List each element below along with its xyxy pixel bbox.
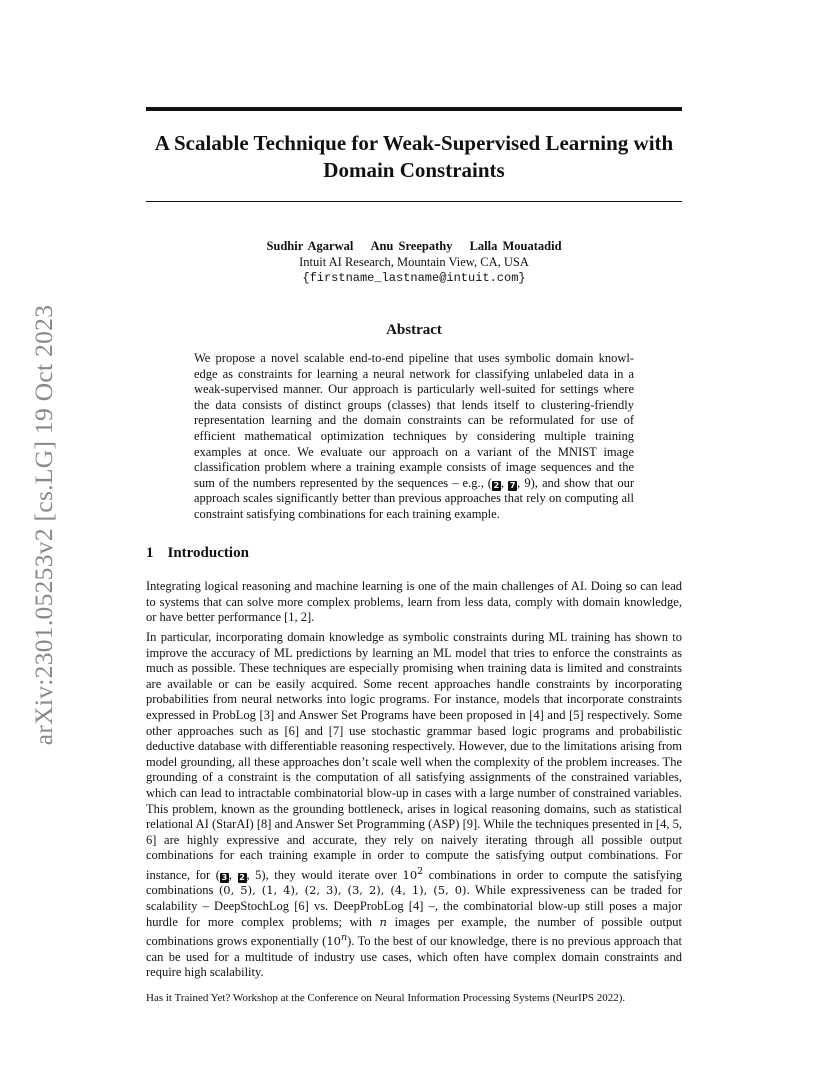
mnist-digit-image: 7 — [509, 480, 516, 490]
mnist-digit-image: 3 — [221, 872, 228, 882]
abstract-separator: , — [500, 475, 509, 490]
mnist-digit-image: 2 — [239, 872, 245, 882]
math-base: 10 — [402, 867, 418, 882]
arxiv-stamp: arXiv:2301.05253v2 [cs.LG] 19 Oct 2023 — [29, 304, 58, 746]
abstract-body — [194, 351, 634, 523]
math-exponent: 2 — [417, 865, 424, 877]
math-combinations: (0, 5), (1, 4), (2, 3), (3, 2), (4, 1), (5, 0) — [218, 883, 467, 898]
author-name: Sudhir Agarwal — [266, 239, 354, 253]
mnist-digit-image: 2 — [493, 480, 500, 490]
math-exponent: n — [340, 932, 348, 944]
author-block — [146, 238, 682, 286]
paper-title: A Scalable Technique for Weak-Supervised Learning with Domain Constraints — [154, 131, 674, 182]
math-exponential — [326, 934, 347, 948]
section-number: 1 — [146, 545, 154, 561]
abstract-text: We propose a novel scalable end-to-end pipeline that uses symbolic domain knowl-edge as constraints for learning a neural network for classifying unlabeled data in a weak-supervised manner. Our approach is particularly well-suited for settings where the data consists of distinct groups (classes) that lends itself to clustering-friendly representation learning and the domain constraints can be reformulated for use of efficient mathematical optimization techniques by considering multiple training examples at once. We evaluate our approach on a variant of the MNIST image classification problem where a training example consists of image sequences and the sum of the numbers represented by the sequences – e.g., ( — [194, 351, 634, 490]
author-email: {firstname_lastname@intuit.com} — [302, 271, 526, 285]
intro-paragraph-1: Integrating logical reasoning and machine learning is one of the main challenges of AI. Doing so can lead to systems that can solve more complex problems, learn from less data, comply with domain knowledge, or have better performance [1, 2]. — [146, 579, 682, 625]
author-names — [146, 238, 682, 254]
section-title: Introduction — [167, 545, 249, 561]
math-variable-n — [380, 915, 387, 929]
title-top-rule — [146, 107, 682, 111]
abstract-heading: Abstract — [386, 322, 442, 338]
section-heading-introduction — [146, 545, 249, 562]
math-base: 10 — [326, 933, 341, 948]
abstract-text: , 9), and show that our approach scales significantly better than previous approaches that rely on computing all constraint satisfying combinations for each training example. — [194, 475, 635, 521]
math-power-of-ten — [402, 865, 424, 882]
author-affiliation: Intuit AI Research, Mountain View, CA, USA — [299, 255, 529, 269]
paragraph-text: , 5), they would iterate over — [246, 867, 403, 882]
intro-paragraph-2 — [146, 630, 682, 981]
author-name: Lalla Mouatadid — [469, 239, 562, 253]
workshop-footnote: Has it Trained Yet? Workshop at the Conference on Neural Information Processing Systems (NeurIPS 2022). — [146, 992, 626, 1004]
paragraph-separator: , — [228, 867, 238, 882]
title-bottom-rule — [146, 201, 682, 202]
paragraph-text: In particular, incorporating domain knowledge as symbolic constraints during ML training has shown to improve the accuracy of ML predictions by learning an ML model that tries to enforce the constraints as much as possible. These techniques are especially promising when training data is limited and constraints are available or can be easily acquired. Some recent approaches handle constraints by incorporating probabilities from neural networks into logic programs. For instance, models that incorporate constraints expressed in ProbLog [3] and Answer Set Programs have been proposed in [4] and [5] respectively. Some other approaches such as [6] and [7] use stochastic grammar based logic programs and probabilistic deductive database with differentiable reasoning respectively. However, due to the limitations arising from model grounding, all these approaches don’t scale well when the complexity of the problem increases. The grounding of a constraint is the computation of all satisfying assignments of the constrained variables, which can lead to intractable combinatorial blow-up in cases with a large number of constrained variables. This problem, known as the grounding bottleneck, arises in logical reasoning domains, such as statistical relational AI (StarAI) [8] and Answer Set Programming (ASP) [9]. While the techniques presented in [4, 5, 6] are highly expressive and accurate, they rely on naively iterating through all possible output combinations for each training example in order to compute the satisfying output combinations. For instance, for ( — [146, 630, 682, 882]
math-var: n — [379, 914, 387, 929]
paragraph-text: images per example, the number of possible output combinations grows exponentially ( — [146, 914, 682, 948]
paragraph-text: . While expressiveness can be traded for scalability – DeepStochLog [6] vs. DeepProbLog [4] –, the combinatorial blow-up still poses a major hurdle for more complex problems; with — [146, 883, 682, 929]
author-name: Anu Sreepathy — [370, 239, 453, 253]
paragraph-text: ). To the best of our knowledge, there is no previous approach that can be used for a multitude of industry use cases, which often have complex domain constraints and require high scalability. — [146, 933, 683, 980]
paragraph-text: combinations in order to compute the satisfying combinations — [146, 867, 683, 898]
